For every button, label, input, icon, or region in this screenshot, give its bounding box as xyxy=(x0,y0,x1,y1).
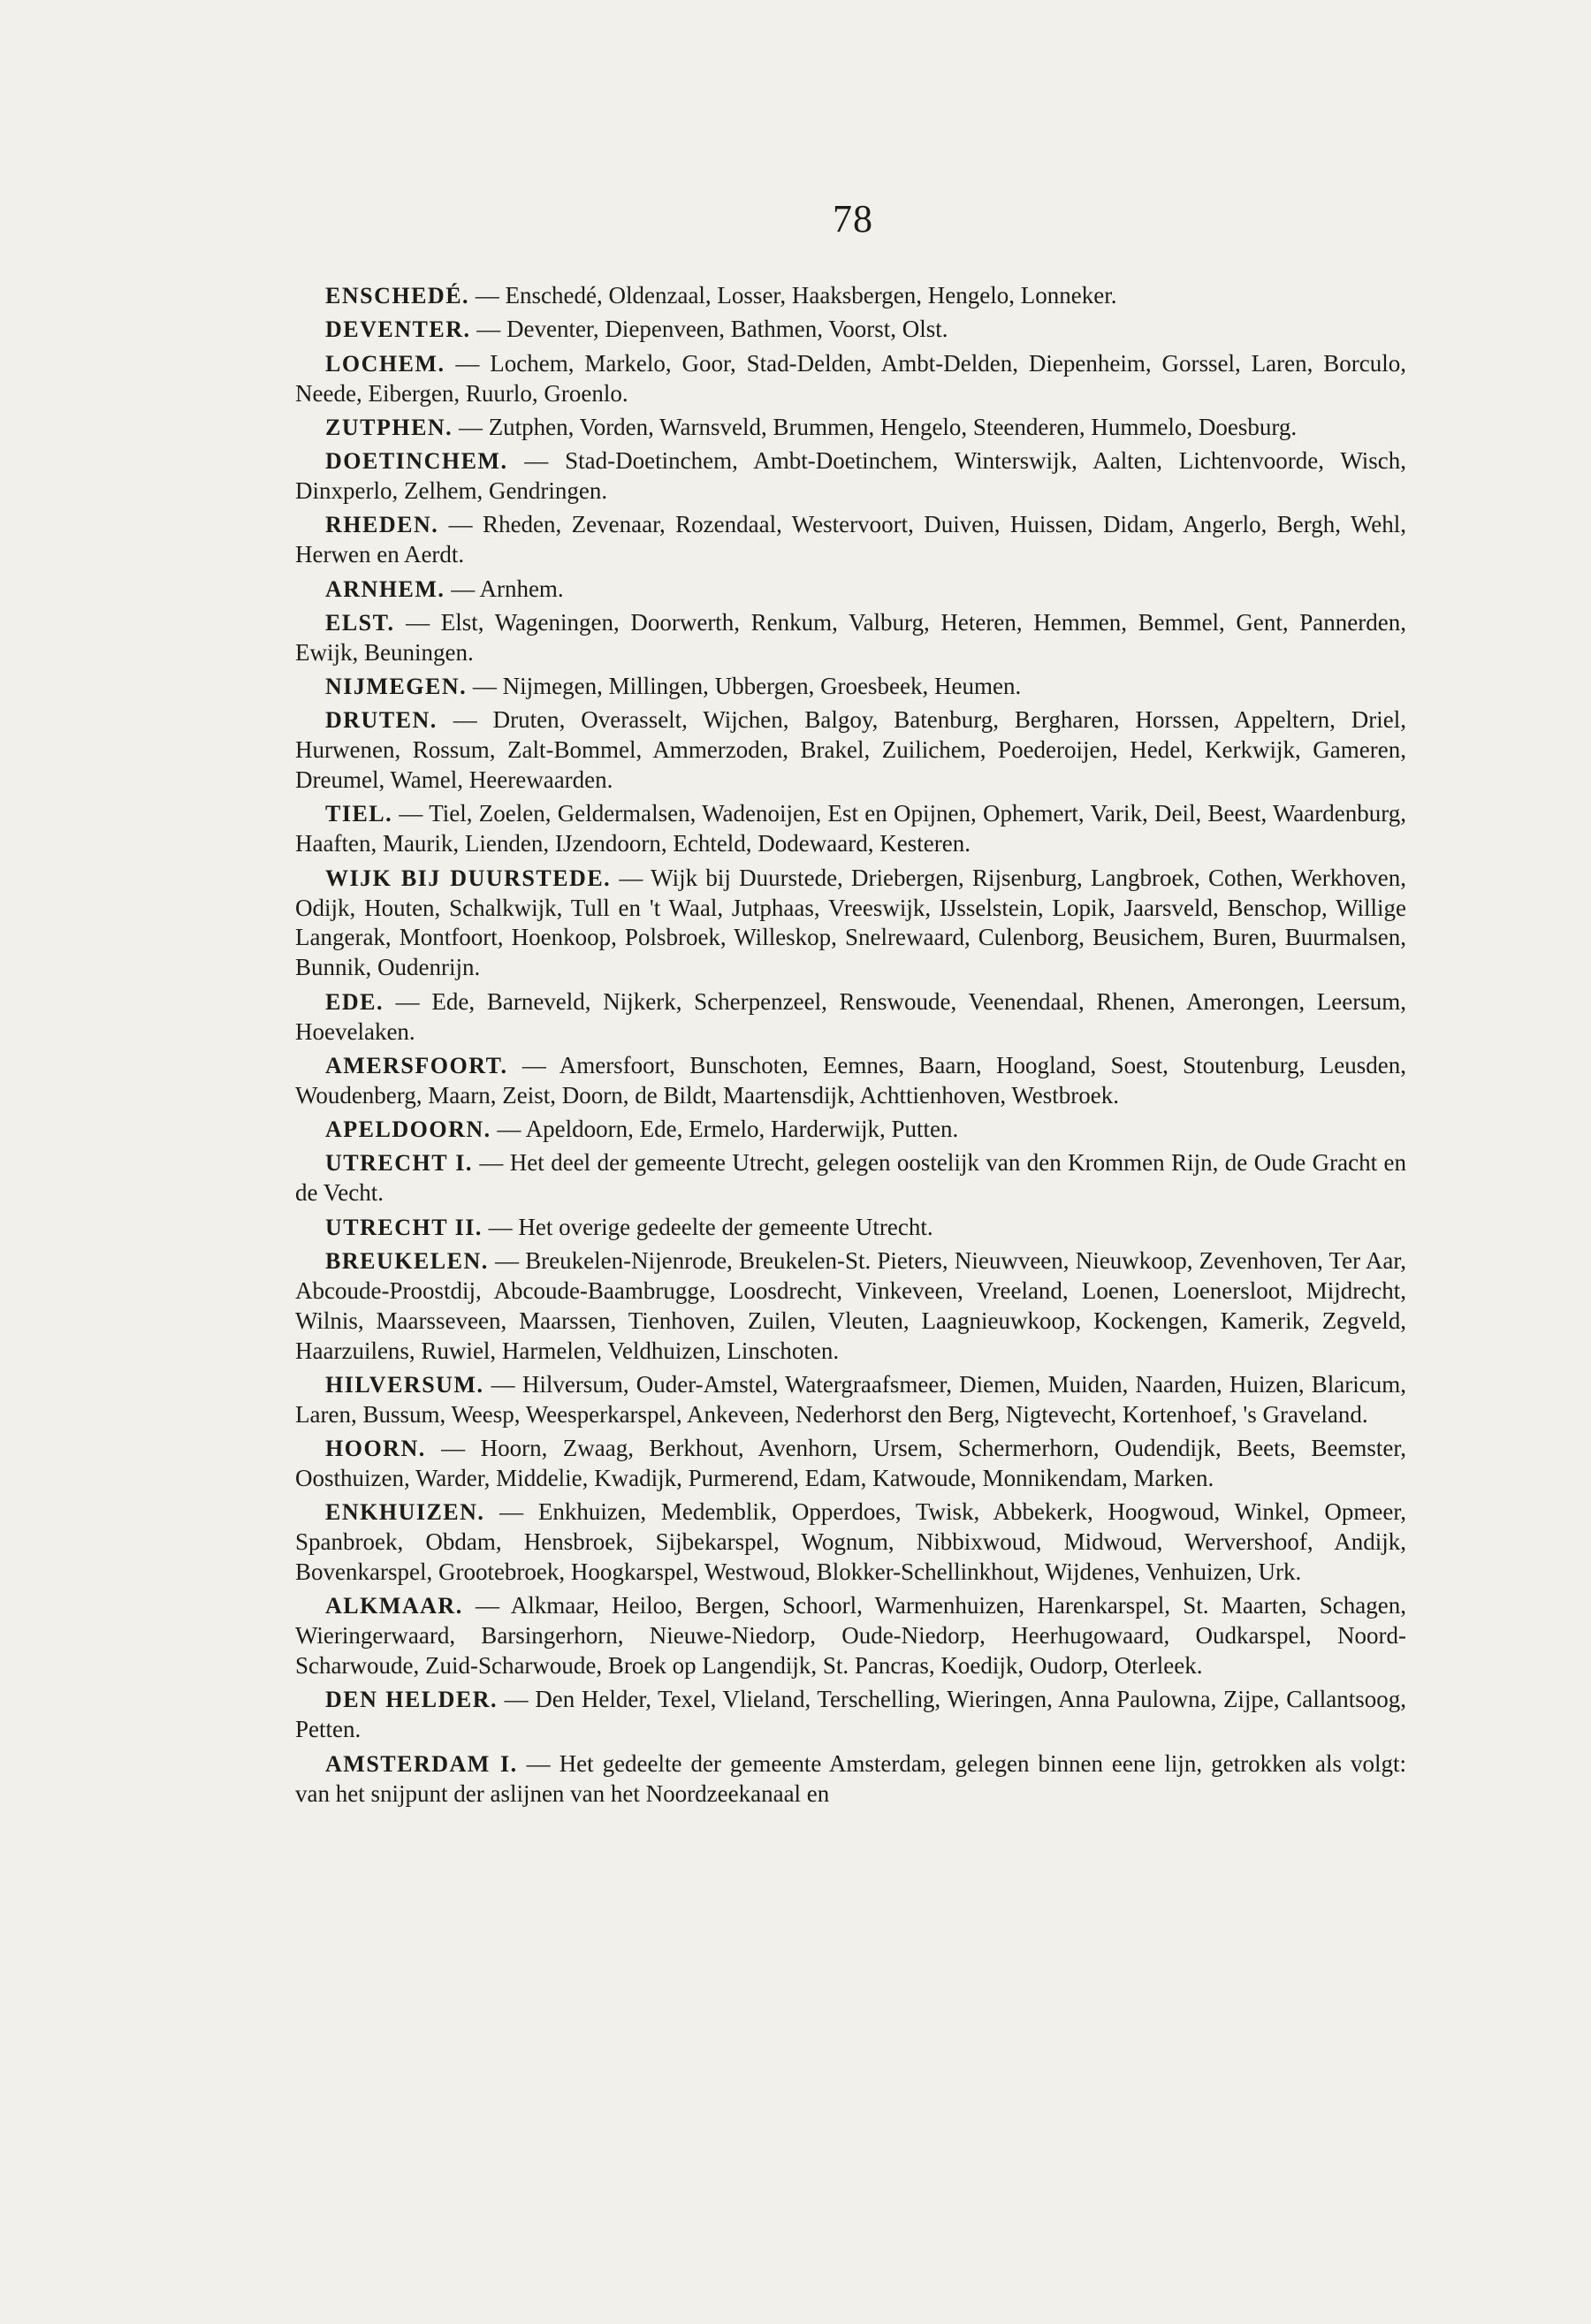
district-entry xyxy=(295,1685,1406,1745)
district-name: ENKHUIZEN. xyxy=(325,1499,485,1526)
district-entry xyxy=(295,349,1406,409)
district-name: WIJK BIJ DUURSTEDE. xyxy=(325,865,612,891)
district-name: ALKMAAR. xyxy=(325,1593,463,1619)
district-name: AMERSFOORT. xyxy=(325,1052,508,1078)
district-name: ZUTPHEN. xyxy=(325,414,453,440)
district-name: NIJMEGEN. xyxy=(325,674,468,699)
district-municipalities: — Arnhem. xyxy=(445,575,564,602)
district-municipalities: — Hilversum, Ouder-Amstel, Watergraafsmeer, Diemen, Muiden, Naarden, Huizen, Blaricum, Laren, Bussum, Weesp, Weesperkarspel, Ankeveen, Nederhorst den Berg, Nigtevecht, Kortenhoef, 's Graveland. xyxy=(295,1370,1406,1428)
district-entry xyxy=(295,1051,1406,1111)
district-municipalities: — Apeldoorn, Ede, Ermelo, Harderwijk, Putten. xyxy=(491,1116,959,1143)
district-name: ELST. xyxy=(325,609,395,636)
district-entry xyxy=(295,1749,1406,1810)
district-entry xyxy=(295,575,1406,605)
district-municipalities: — Druten, Overasselt, Wijchen, Balgoy, Batenburg, Bergharen, Horssen, Appeltern, Driel, Hurwenen, Rossum, Zalt-Bommel, Ammerzoden, Brakel, Zuilichem, Poederoijen, Hedel, Kerkwijk, Gameren, Dreumel, Wamel, Heerewaarden. xyxy=(295,706,1406,794)
district-name: DEVENTER. xyxy=(325,316,471,343)
district-entry xyxy=(295,1591,1406,1681)
district-entry xyxy=(295,413,1406,443)
district-municipalities: — Amersfoort, Bunschoten, Eemnes, Baarn, Hoogland, Soest, Stoutenburg, Leusden, Woudenberg, Maarn, Zeist, Doorn, de Bildt, Maartensdijk, Achttienhoven, Westbroek. xyxy=(295,1051,1406,1109)
district-municipalities: — Enschedé, Oldenzaal, Losser, Haaksbergen, Hengelo, Lonneker. xyxy=(469,282,1117,309)
district-municipalities: — Enkhuizen, Medemblik, Opperdoes, Twisk, Abbekerk, Hoogwoud, Winkel, Opmeer, Spanbroek, Obdam, Hensbroek, Sijbekarspel, Wognum, Nibbixwoud, Midwoud, Wervershoof, Andijk, Bovenkarspel, Grootebroek, Hoogkarspel, Westwoud, Blokker-Schellinkhout, Wijdenes, Venhuizen, Urk. xyxy=(295,1498,1406,1586)
district-municipalities: — Wijk bij Duurstede, Driebergen, Rijsenburg, Langbroek, Cothen, Werkhoven, Odijk, Houten, Schalkwijk, Tull en 't Waal, Jutphaas, Vreeswijk, IJsselstein, Lopik, Jaarsveld, Benschop, Willige Langerak, Montfoort, Hoenkoop, Polsbroek, Willeskop, Snelrewaard, Culenborg, Beusichem, Buren, Buurmalsen, Bunnik, Oudenrijn. xyxy=(295,864,1406,981)
district-municipalities: — Den Helder, Texel, Vlieland, Terschelling, Wieringen, Anna Paulowna, Zijpe, Callantsoog, Petten. xyxy=(295,1686,1407,1743)
district-entry xyxy=(295,1148,1406,1208)
district-entry xyxy=(295,1115,1406,1145)
district-entry xyxy=(295,1370,1406,1430)
district-name: ENSCHEDÉ. xyxy=(325,283,470,309)
district-municipalities: — Rheden, Zevenaar, Rozendaal, Westervoort, Duiven, Huissen, Didam, Angerlo, Bergh, Wehl, Herwen en Aerdt. xyxy=(295,511,1406,568)
district-name: AMSTERDAM I. xyxy=(325,1750,518,1777)
district-municipalities: — Ede, Barneveld, Nijkerk, Scherpenzeel, Renswoude, Veenendaal, Rhenen, Amerongen, Leersum, Hoevelaken. xyxy=(295,987,1406,1045)
district-entry xyxy=(295,1497,1406,1588)
district-entry xyxy=(295,608,1406,668)
district-name: DEN HELDER. xyxy=(325,1687,499,1713)
district-name: TIEL. xyxy=(325,801,393,827)
district-name: DRUTEN. xyxy=(325,707,438,734)
district-entry xyxy=(295,987,1406,1048)
district-municipalities: — Alkmaar, Heiloo, Bergen, Schoorl, Warmenhuizen, Harenkarspel, St. Maarten, Schagen, Wieringerwaard, Barsingerhorn, Nieuwe-Niedorp, Oude-Niedorp, Heerhugowaard, Oudkarspel, Noord-Scharwoude, Zuid-Scharwoude, Broek op Langendijk, St. Pancras, Koedijk, Oudorp, Oterleek. xyxy=(295,1592,1406,1680)
district-entry xyxy=(295,799,1406,859)
district-name: APELDOORN. xyxy=(325,1116,491,1143)
district-name: BREUKELEN. xyxy=(325,1247,489,1274)
district-name: HILVERSUM. xyxy=(325,1371,484,1398)
district-municipalities: — Deventer, Diepenveen, Bathmen, Voorst, Olst. xyxy=(470,316,948,343)
page-number: 78 xyxy=(833,197,873,240)
district-municipalities: — Zutphen, Vorden, Warnsveld, Brummen, Hengelo, Steenderen, Hummelo, Doesburg. xyxy=(453,413,1298,440)
district-entry xyxy=(295,1246,1406,1367)
district-entry xyxy=(295,510,1406,570)
district-entry xyxy=(295,864,1406,984)
district-name: UTRECHT II. xyxy=(325,1214,483,1240)
district-municipalities: — Elst, Wageningen, Doorwerth, Renkum, Valburg, Heteren, Hemmen, Bemmel, Gent, Pannerden, Ewijk, Beuningen. xyxy=(295,608,1406,666)
district-name: HOORN. xyxy=(325,1436,426,1462)
district-name: ARNHEM. xyxy=(325,575,445,602)
district-municipalities: — Het deel der gemeente Utrecht, gelegen oostelijk van den Krommen Rijn, de Oude Gracht en de Vecht. xyxy=(295,1149,1406,1207)
district-name: LOCHEM. xyxy=(325,350,445,377)
district-municipalities: — Het gedeelte der gemeente Amsterdam, gelegen binnen eene lijn, getrokken als volgt: van het snijpunt der aslijnen van het Noordzeekanaal en xyxy=(295,1749,1406,1807)
district-name: EDE. xyxy=(325,988,384,1015)
district-entry xyxy=(295,315,1406,345)
district-entry xyxy=(295,446,1406,507)
district-entry xyxy=(295,672,1406,702)
district-entry xyxy=(295,1434,1406,1494)
district-name: DOETINCHEM. xyxy=(325,448,508,475)
district-entry xyxy=(295,1213,1406,1243)
district-municipalities: — Tiel, Zoelen, Geldermalsen, Wadenoijen, Est en Opijnen, Ophemert, Varik, Deil, Beest, Waardenburg, Haaften, Maurik, Lienden, IJzendoorn, Echteld, Dodewaard, Kesteren. xyxy=(295,800,1406,857)
district-entry xyxy=(295,281,1406,311)
district-municipalities: — Breukelen-Nijenrode, Breukelen-St. Pieters, Nieuwveen, Nieuwkoop, Zevenhoven, Ter Aar, Abcoude-Proostdij, Abcoude-Baambrugge, Loosdrecht, Vinkeveen, Vreeland, Loenen, Loenersloot, Mijdrecht, Wilnis, Maarsseveen, Maarssen, Tienhoven, Zuilen, Vleuten, Laagnieuwkoop, Kockengen, Kamerik, Zegveld, Haarzuilens, Ruwiel, Harmelen, Veldhuizen, Linschoten. xyxy=(295,1246,1406,1364)
district-municipalities: — Hoorn, Zwaag, Berkhout, Avenhorn, Ursem, Schermerhorn, Oudendijk, Beets, Beemster, Oosthuizen, Warder, Middelie, Kwadijk, Purmerend, Edam, Katwoude, Monnikendam, Marken. xyxy=(295,1435,1406,1491)
district-list xyxy=(295,281,1406,1813)
district-municipalities: — Nijmegen, Millingen, Ubbergen, Groesbeek, Heumen. xyxy=(467,673,1022,699)
district-entry xyxy=(295,705,1406,796)
district-municipalities: — Lochem, Markelo, Goor, Stad-Delden, Ambt-Delden, Diepenheim, Gorssel, Laren, Borculo, Neede, Eibergen, Ruurlo, Groenlo. xyxy=(295,349,1406,407)
district-name: RHEDEN. xyxy=(325,512,439,538)
district-municipalities: — Stad-Doetinchem, Ambt-Doetinchem, Winterswijk, Aalten, Lichtenvoorde, Wisch, Dinxperlo, Zelhem, Gendringen. xyxy=(295,447,1406,504)
district-name: UTRECHT I. xyxy=(325,1150,473,1177)
district-municipalities: — Het overige gedeelte der gemeente Utrecht. xyxy=(482,1213,933,1240)
